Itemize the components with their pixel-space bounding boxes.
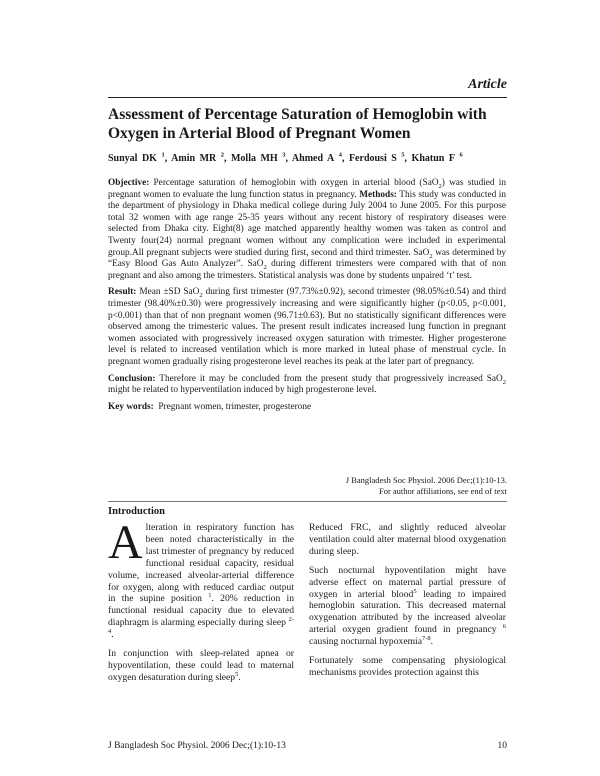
intro-paragraph-4: Such nocturnal hypoventilation might have adverse effect on maternal partial pressure of oxygen in arterial blood$^5$ leading to impaired hemoglobin saturation. This decreased maternal oxygenation attributed by the increased alveolar arterial oxygen gradient found in pregnancy $^6$ causing nocturnal hypoxemia$^{7-8}$. xyxy=(309,564,506,648)
article-label: Article xyxy=(468,77,507,92)
paper-title: Assessment of Percentage Saturation of Hemoglobin with Oxygen in Arterial Blood of Pregnant Women xyxy=(108,106,487,142)
intro-paragraph-1: Alteration in respiratory function has been noted characteristically in the last trimester of pregnancy by reduced functional residual capacity, residual volume, increased alveolar-arterial difference for oxygen, along with reduced cardiac output in the supine position $^1$. 20% reduction in functional residual capacity due to elevated diaphragm is alarming especially during sleep $^{2-4}$. xyxy=(108,516,294,641)
drop-cap: A xyxy=(108,516,143,569)
page-number: 10 xyxy=(497,741,507,751)
author: Ferdousi S $^5$, xyxy=(348,151,408,164)
citation-journal: J Bangladesh Soc Physiol. 2006 Dec;(1):10-13. xyxy=(345,475,507,485)
body-column-right xyxy=(309,522,506,686)
author: Ahmed A $^4$, xyxy=(291,151,345,164)
abstract xyxy=(108,178,506,418)
header-rule xyxy=(108,97,507,98)
body-column-left xyxy=(108,516,294,691)
abstract-keywords: Key words: Pregnant women, trimester, progesterone xyxy=(108,401,312,412)
citation-affiliation-note: For author affiliations, see end of text xyxy=(378,486,507,496)
introduction-heading: Introduction xyxy=(108,506,165,517)
author: Sunyal DK $^1$, xyxy=(108,151,168,164)
abstract-conclusion: Conclusion: Therefore it may be concluded from the present study that progressively increased SaO$_2$ might be related to hyperventilation induced by high progesterone level. xyxy=(108,373,507,396)
author: Amin MR $^2$, xyxy=(171,151,227,164)
intro-paragraph-3: Reduced FRC, and slightly reduced alveolar ventilation could alter maternal blood oxygenation during sleep. xyxy=(309,522,506,557)
citation-block xyxy=(346,475,507,497)
author: Khatun F $^6$ xyxy=(411,151,463,164)
footer-journal: J Bangladesh Soc Physiol. 2006 Dec;(1):10-13 xyxy=(108,741,286,751)
author-list xyxy=(108,153,508,164)
abstract-objective: Objective: Percentage saturation of hemoglobin with oxygen in arterial blood (SaO$_2$) was studied in pregnant women to evaluate the lung function status in pregnancy. Methods: This study was conducted in the department of physiology in Dhaka medical college during July 2004 to June 2005. For this purpose total 32 women with age range 25-35 years without any recent history of respiratory diseases were selected from Dhaka city. Eight(8) age matched apparently healthy women was taken as control and Twenty four(24) normal pregnant women without any complication were included in experimental group.All pregnant subjects were studied during first, second and third trimester. SaO$_2$ was determined by “Easy Blood Gas Auto Analyzer”. SaO$_2$ during different trimesters were compared with that of non pregnant and also among the trimesters. Statistical analysis was done by students unpaired ‘t’ test. xyxy=(108,178,507,281)
abstract-result: Result: Mean ±SD SaO$_2$ during first trimester (97.73%±0.92), second trimester (98.05%±0.54) and third trimester (98.40%±0.30) were progressively increasing and were significantly higher (p<0.05, p<0.001, p<0.001) than that of non pregnant women (96.71±0.63). But no statistically significant differences were observed among the trimesteric values. The present result indicates increased lung function in pregnant women associated with progressively increased oxygen saturation with trimester. Higher progesterone level is related to increased ventilation which is more marked in luteal phase of menstrual cycle. In pregnant women gradually rising progesterone level reaches its peak at the later part of pregnancy. xyxy=(108,287,506,367)
section-divider xyxy=(108,501,507,502)
intro-paragraph-2: In conjunction with sleep-related apnea or hypoventilation, these could lead to maternal oxygen desaturation during sleep$^5$. xyxy=(108,648,294,683)
intro-paragraph-5: Fortunately some compensating physiological mechanisms provides protection against this xyxy=(309,655,506,678)
author: Molla MH $^3$, xyxy=(230,151,288,164)
